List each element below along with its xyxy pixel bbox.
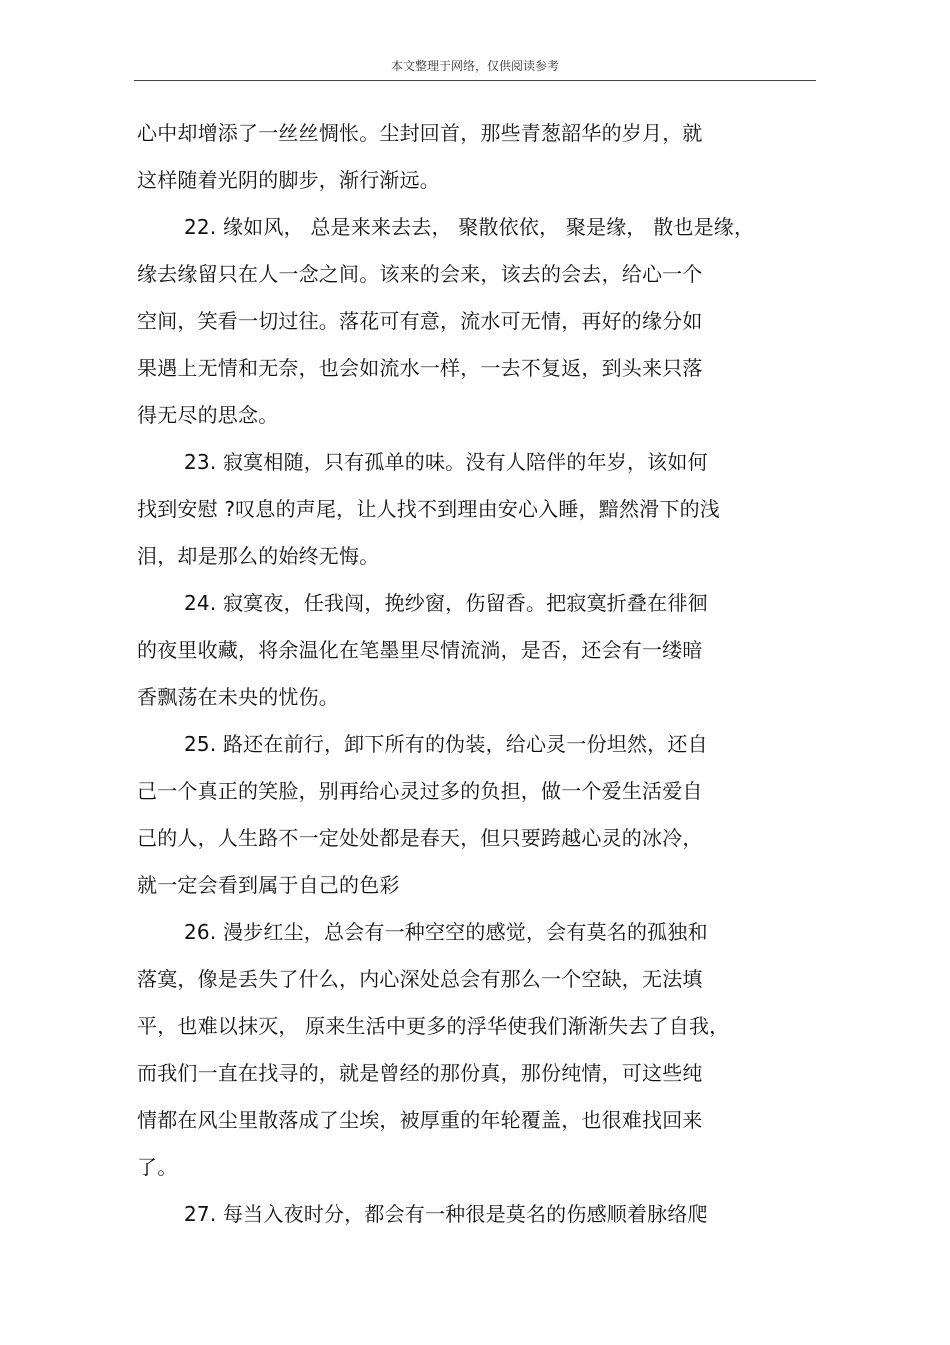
text-line: 空间，笑看一切过往。落花可有意，流水可无情，再好的缘分如	[137, 309, 703, 333]
text-line: 己一个真正的笑脸，别再给心灵过多的负担，做一个爱生活爱自	[137, 779, 703, 803]
text-line: 找到安慰 ?叹息的声尾，让人找不到理由安心入睡，黯然滑下的浅	[137, 497, 720, 521]
paragraph-22-start: 22. 缘如风， 总是来来去去， 聚散依依， 聚是缘， 散也是缘，	[184, 215, 755, 239]
text-line: 己的人，人生路不一定处处都是春天，但只要跨越心灵的冰冷，	[137, 826, 703, 850]
paragraph-27-start: 27. 每当入夜时分，都会有一种很是莫名的伤感顺着脉络爬	[184, 1202, 708, 1226]
text-line: 平，也难以抹灭， 原来生活中更多的浮华使我们渐渐失去了自我，	[137, 1014, 730, 1038]
header-rule	[134, 80, 816, 81]
paragraph-26-start: 26. 漫步红尘，总会有一种空空的感觉，会有莫名的孤独和	[184, 920, 708, 944]
text-line: 心中却增添了一丝丝惆怅。尘封回首，那些青葱韶华的岁月，就	[137, 121, 703, 145]
paragraph-23-start: 23. 寂寞相随，只有孤单的味。没有人陪伴的年岁，该如何	[184, 450, 708, 474]
page-header: 本文整理于网络，仅供阅读参考	[390, 59, 559, 73]
text-line: 果遇上无情和无奈，也会如流水一样，一去不复返，到头来只落	[137, 356, 703, 380]
text-line: 的夜里收藏，将余温化在笔墨里尽情流淌，是否，还会有一缕暗	[137, 638, 703, 662]
text-line: 这样随着光阴的脚步，渐行渐远。	[137, 168, 440, 192]
paragraph-24-start: 24. 寂寞夜，任我闯，挽纱窗，伤留香。把寂寞折叠在徘徊	[184, 591, 708, 615]
text-line: 落寞，像是丢失了什么，内心深处总会有那么一个空缺，无法填	[137, 967, 703, 991]
text-line: 了。	[137, 1155, 178, 1179]
text-line: 而我们一直在找寻的，就是曾经的那份真，那份纯情，可这些纯	[137, 1061, 703, 1085]
text-line: 缘去缘留只在人一念之间。该来的会来，该去的会去，给心一个	[137, 262, 703, 286]
text-line: 得无尽的思念。	[137, 403, 279, 427]
paragraph-25-start: 25. 路还在前行，卸下所有的伪装，给心灵一份坦然，还自	[184, 732, 708, 756]
text-line: 就一定会看到属于自己的色彩	[137, 873, 400, 897]
text-line: 泪，却是那么的始终无悔。	[137, 544, 380, 568]
text-line: 情都在风尘里散落成了尘埃，被厚重的年轮覆盖，也很难找回来	[137, 1108, 703, 1132]
text-line: 香飘荡在未央的忧伤。	[137, 685, 339, 709]
